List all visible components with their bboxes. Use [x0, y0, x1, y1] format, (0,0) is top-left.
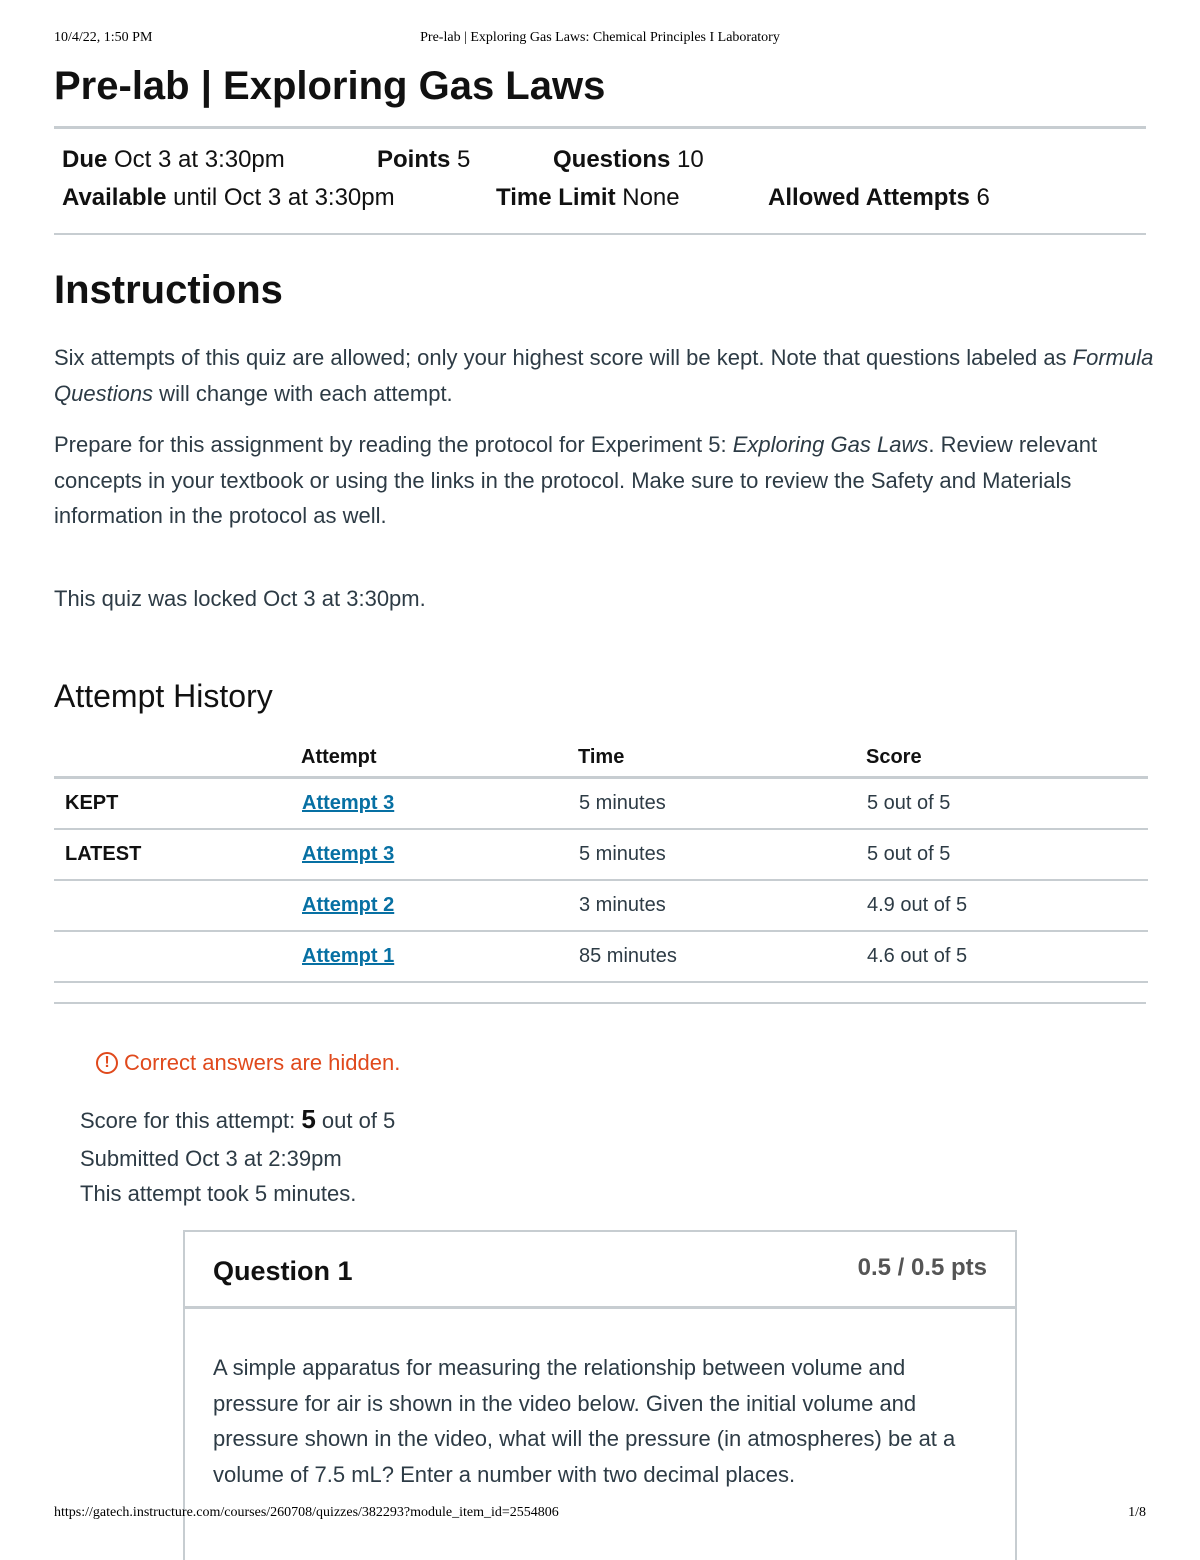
score-cell: 5 out of 5 [866, 778, 1148, 830]
history-divider [54, 1002, 1146, 1004]
score-value: 5 [301, 1104, 316, 1134]
instructions-paragraph-1: Six attempts of this quiz are allowed; only your highest score will be kept. Note that questions labeled as Formula Questions will change with each attempt. [54, 345, 1154, 406]
time-limit-info: Time Limit None [496, 184, 680, 211]
instructions-paragraph-2: Prepare for this assignment by reading the protocol for Experiment 5: Exploring Gas Laws. Review relevant concepts in your textbook or using the links in the protocol. Make sure to review the Safety and Materials information in the protocol as well. [54, 432, 1098, 528]
row-label [54, 931, 301, 982]
attempt-history-heading: Attempt History [54, 678, 273, 714]
meta-divider [54, 233, 1146, 235]
table-row [54, 931, 1148, 982]
submitted-time: Submitted Oct 3 at 2:39pm [80, 1146, 342, 1171]
answers-hidden-notice [96, 1050, 400, 1076]
column-header [54, 738, 301, 778]
page-number: 1/8 [1128, 1505, 1146, 1520]
time-cell: 5 minutes [578, 829, 866, 880]
questions-info: Questions 10 [553, 146, 704, 173]
row-label [54, 880, 301, 931]
score-cell: 5 out of 5 [866, 829, 1148, 880]
page-title: Pre-lab | Exploring Gas Laws [54, 64, 606, 108]
time-cell: 5 minutes [578, 778, 866, 830]
attempt-score: Score for this attempt: 5 out of 5 [80, 1104, 396, 1134]
print-datetime: 10/4/22, 1:50 PM [54, 30, 153, 45]
table-row [54, 880, 1148, 931]
attempt-cell [301, 829, 578, 880]
instructions-heading: Instructions [54, 268, 283, 312]
print-header [54, 30, 1146, 50]
table-header-row [54, 738, 1148, 778]
question-header [185, 1232, 1015, 1309]
attempt-duration: This attempt took 5 minutes. [80, 1181, 357, 1206]
attempt-link[interactable]: Attempt 3 [302, 792, 395, 814]
print-footer [54, 1505, 1146, 1525]
table-row [54, 829, 1148, 880]
title-divider [54, 126, 1146, 129]
question-points: 0.5 / 0.5 pts [857, 1254, 987, 1281]
available-info: Available until Oct 3 at 3:30pm [62, 184, 395, 211]
answers-hidden-text: Correct answers are hidden. [124, 1050, 401, 1075]
row-label: LATEST [54, 829, 301, 880]
attempt-link[interactable]: Attempt 1 [302, 945, 395, 967]
attempt-history-table [54, 738, 1148, 983]
attempt-cell [301, 778, 578, 830]
column-header-time: Time [578, 738, 866, 778]
column-header-score: Score [866, 738, 1148, 778]
attempt-link[interactable]: Attempt 3 [302, 843, 395, 865]
locked-notice: This quiz was locked Oct 3 at 3:30pm. [54, 586, 426, 611]
points-info: Points 5 [377, 146, 471, 173]
allowed-attempts-info: Allowed Attempts 6 [768, 184, 990, 211]
score-cell: 4.9 out of 5 [866, 880, 1148, 931]
question-text: A simple apparatus for measuring the relationship between volume and pressure for air is shown in the video below. Given the initial volume and pressure shown in the video, what will the pressure (in atmospheres) be at a volume of 7.5 mL? Enter a number with two decimal places. [213, 1355, 956, 1487]
attempt-cell [301, 880, 578, 931]
warning-icon: ! [96, 1052, 118, 1074]
score-cell: 4.6 out of 5 [866, 931, 1148, 982]
due-info: Due Oct 3 at 3:30pm [62, 146, 285, 173]
quiz-meta-row-1 [62, 146, 285, 174]
attempt-link[interactable]: Attempt 2 [302, 894, 395, 916]
table-row [54, 778, 1148, 830]
column-header-attempt: Attempt [301, 738, 578, 778]
time-cell: 3 minutes [578, 880, 866, 931]
row-label: KEPT [54, 778, 301, 830]
question-title: Question 1 [213, 1256, 353, 1286]
print-doc-title: Pre-lab | Exploring Gas Laws: Chemical Principles I Laboratory [420, 30, 780, 45]
time-cell: 85 minutes [578, 931, 866, 982]
print-url: https://gatech.instructure.com/courses/260708/quizzes/382293?module_item_id=2554806 [54, 1505, 559, 1520]
attempt-cell [301, 931, 578, 982]
